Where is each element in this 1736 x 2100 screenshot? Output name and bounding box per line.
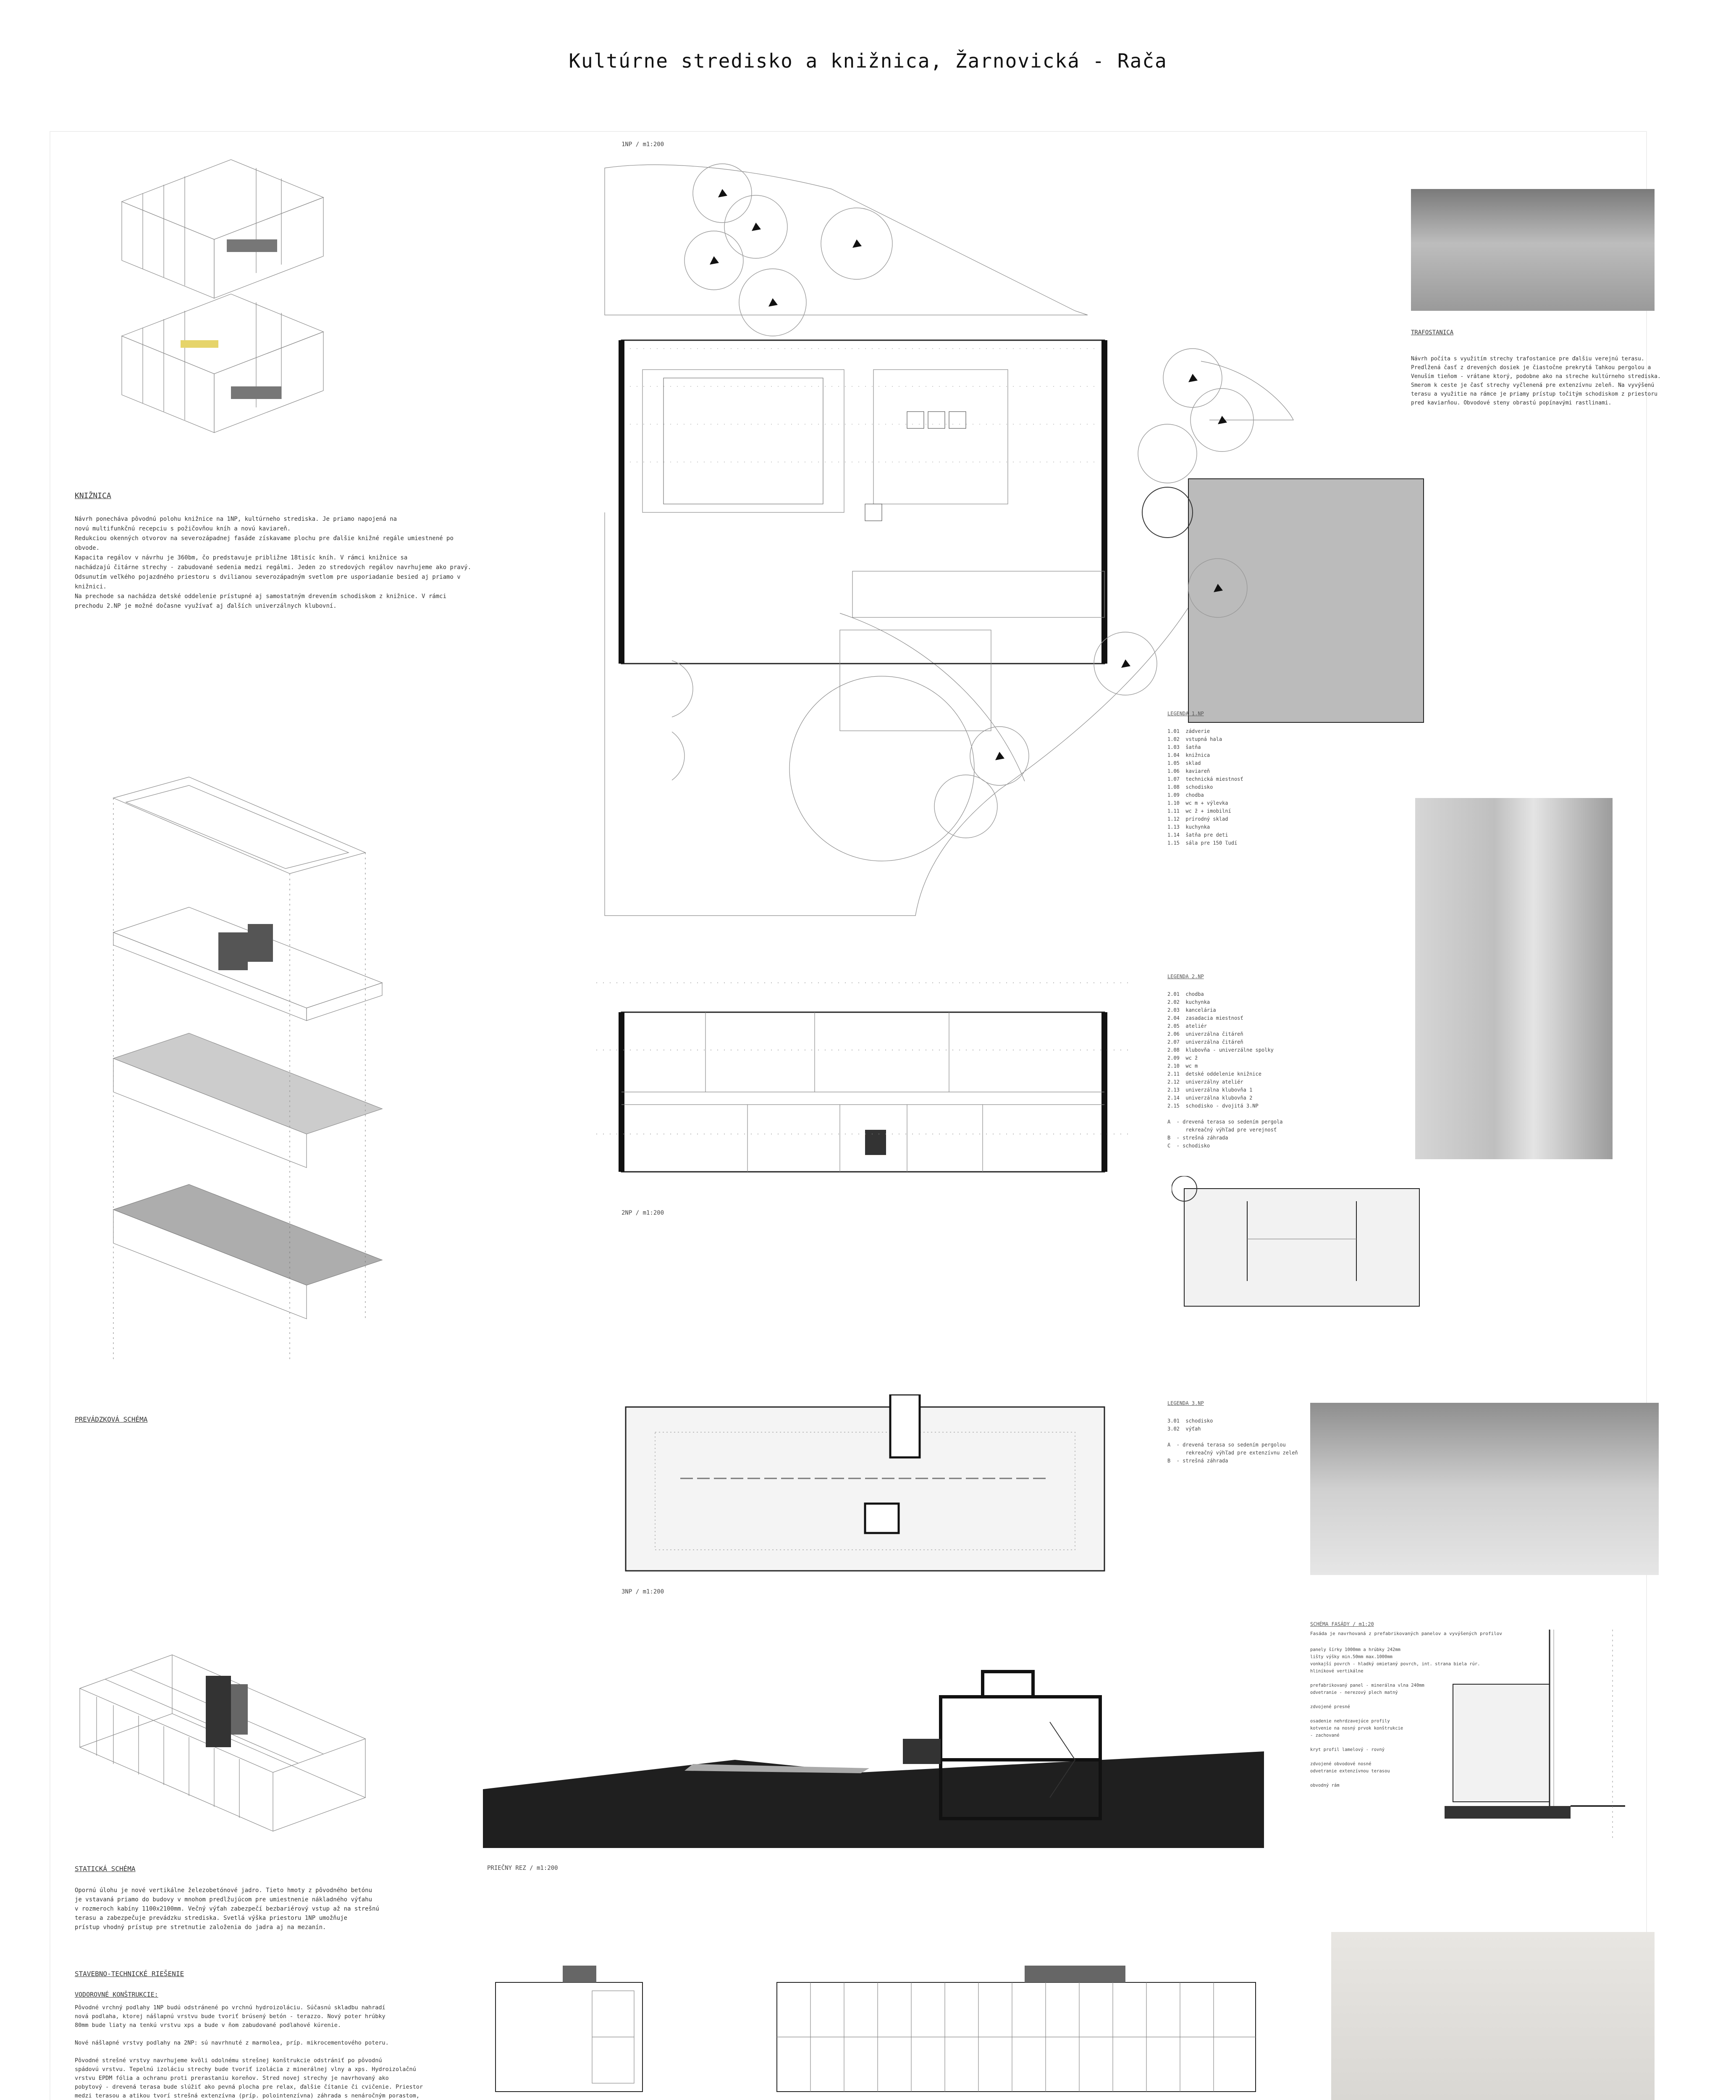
render-roof-terrace bbox=[1310, 1403, 1659, 1575]
legenda2-heading: LEGENDA 2.NP bbox=[1167, 974, 1204, 979]
page-title: Kultúrne stredisko a knižnica, Žarnovická - Rača bbox=[569, 50, 1167, 72]
stavebno-heading: STAVEBNO-TECHNICKÉ RIEŠENIE bbox=[75, 1970, 184, 1978]
plan-2np bbox=[580, 966, 1235, 1201]
legenda3-items: 3.01 schodisko 3.02 výťah A - drevená terasa so sedením pergolou rekreačný výhľad pre extenzívnu zeleň B - strešná záhrada bbox=[1167, 1418, 1298, 1464]
elevation-sz bbox=[487, 1957, 655, 2100]
staticka-text: Opornú úlohu je nové vertikálne železobetónové jadro. Tieto hmoty z pôvodného betónu je vstavaná priamo do budovy v mnohom predlžujúcom pre umiestnenie nákladného výťahu v rozmeroch kabíny 1100x2100mm. Večný výťah zabezpečí bezbariérový vstup až na strešnú terasu a zabezpečuje prevádzku strediska. Svetlá výška priestoru 1NP umožňuje prístup vhodný prístup pre stretnutie založenia do jadra aj na mezanín. bbox=[75, 1887, 379, 1931]
stavebno-text1: Pôvodné vrchný podlahy 1NP budú odstránené po vrchnú hydroizoláciu. Súčasnú skladbu nahradí nová podlaha, ktorej nášlapnú vrstvu bude tvoriť brúsený betón - terazzo. Nový poter hrúbky 80mm bude liaty na tenkú vrstvu xps a bude v ňom zabudované podlahové kúrenie. Nové nášlapné vrstvy podlahy na 2NP: sú navrhnuté z marmolea, príp. mikrocementového poteru. Pôvodné strešné vrstvy navrhujeme kvôli odolnému strešnej konštrukcie odstrániť po pôvodnú spádovú vrstvu. Tepelnú izoláciu strechy bude tvoriť izolácia z minerálnej vlny a xps. Hydroizolačnú vrstvu EPDM fólia a ochranu proti prerastaniu koreňov. Stred novej strechy je navrhovaný ako pobytový - drevená terasa bude slúžiť ako pevná plocha pre relax, ďalšie čítanie či cvičenie. Priestor medzi terasou a atikou tvorí strešná extenzívna (príp. polointenzívna) záhrada s nenáročným porastom, bbox=[75, 2004, 423, 2099]
library-axonometry bbox=[105, 151, 340, 454]
prevadzkova-heading: PREVÁDZKOVÁ SCHÉMA bbox=[75, 1415, 148, 1423]
legenda1-items: 1.01 zádverie 1.02 vstupná hala 1.03 šatňa 1.04 knižnica 1.05 sklad 1.06 kaviareň 1.07 technická miestnosť 1.08 schodisko 1.09 chodba 1.10 wc m + výlevka 1.11 wc ž + imobilní 1.12 prírodný sklad 1.13 kuchynka 1.14 šatňa pre deti 1.15 sála pre 150 ľudí bbox=[1167, 728, 1243, 846]
fasada-text: Fasáda je navrhovaná z prefabrikovaných panelov a vyvýšených profilov bbox=[1310, 1631, 1502, 1636]
cross-section bbox=[483, 1663, 1264, 1856]
fasada-notes: panely šírky 1000mm a hrúbky 242mm lišty výšky min.50mm max.1000mm vonkajší povrch - hladký omietaný povrch, int. strana biela rúr. hliníkové vertikálne prefabrikovaný panel - minerálna vlna 240mm odvetranie - nerezový plech matný zdvojené presné osadenie nehrdzavejúce profily kotvenie na nosný prvok konštrukcie - zachované kryt profil lamelový - rovný zdvojené obvodové nosné odvetranie extenzívnou terasou obvodný rám bbox=[1310, 1647, 1480, 1788]
trafostanica-text: Návrh počíta s využitím strechy trafostanice pre ďalšiu verejnú terasu. Predĺžená časť z drevených dosiek je čiastočne prekrytá ľahkou pergolou a Venuším tieňom - vrátane ktorý, podobne ako na streche kultúrneho strediska. Smerom k ceste je časť strechy vyčlenená pre extenzívnu zeleň. Na vyvýšenú terasu a využitie na rámce je priamy prístup točitým schodiskom z priestoru pred kaviarňou. Obvodové steny obrastú popínavými rastlinami. bbox=[1411, 356, 1661, 406]
trafostanica-heading: TRAFOSTANICA bbox=[1411, 329, 1454, 336]
fasada-heading: SCHÉMA FASÁDY / m1:20 bbox=[1310, 1621, 1374, 1627]
plan-3np-label: 3NP / m1:200 bbox=[621, 1588, 664, 1595]
trafostanica-roof-plan bbox=[1172, 1176, 1424, 1310]
plan-3np bbox=[621, 1394, 1109, 1579]
plan-1np-label: 1NP / m1:200 bbox=[621, 141, 664, 148]
kniznica-text: Návrh ponecháva pôvodnú polohu knižnice na 1NP, kultúrneho strediska. Je priamo napojená na novú multifunkčnú recepciu s požičovňou kníh a novú kaviareň. Redukciou okenných otvorov na severozápadnej fasáde získavame plochu pre ďalšie knižné regále umiestnené po obvode. Kapacita regálov v návrhu je 360bm, čo predstavuje približne 18tisíc kníh. V rámci knižnice sa nachádzajú čitárne strechy - zabudované sedenia medzi regálmi. Jeden zo stredových regálov navrhujeme ako pravý. Odsunutím veľkého pojazdného priestoru s dvilianou severozápadným svetlom pre usporiadanie besied aj priamo v knižnici. Na prechode sa nachádza detské oddelenie prístupné aj samostatným drevením schodiskom z knižnice. V rámci prechodu 2.NP je možné dočasne využívať aj ďalších univerzálnych klubovní. bbox=[75, 516, 472, 609]
facade-detail bbox=[1445, 1621, 1655, 1848]
kniznica-heading: KNIŽNICA bbox=[75, 491, 111, 500]
legenda3-heading: LEGENDA 3.NP bbox=[1167, 1400, 1204, 1406]
legenda1-heading: LEGENDA 1.NP bbox=[1167, 711, 1204, 717]
trees-decor bbox=[672, 160, 1428, 874]
staticka-heading: STATICKÁ SCHÉMA bbox=[75, 1865, 136, 1873]
exploded-axonometry bbox=[88, 773, 391, 1394]
static-scheme-axonometry bbox=[71, 1638, 374, 1840]
render-interior bbox=[1331, 1932, 1655, 2100]
legenda2-items: 2.01 chodba 2.02 kuchynka 2.03 kancelária 2.04 zasadacia miestnosť 2.05 ateliér 2.06 univerzálna čitáreň 2.07 univerzálna čitáreň 2.08 klubovňa - univerzálne spolky 2.09 wc ž 2.10 wc m 2.11 detské oddelenie knižnice 2.12 univerzálny ateliér 2.13 univerzálna klubovňa 1 2.14 univerzálna klubovňa 2 2.15 schodisko - dvojitá 3.NP A - drevená terasa so sedením pergola rekreačný výhľad pre verejnosť B - strešná záhrada C - schodisko bbox=[1167, 991, 1283, 1149]
elevation-jv bbox=[773, 1957, 1260, 2100]
stavebno-sub1: VODOROVNÉ KONŠTRUKCIE: bbox=[75, 1991, 158, 1998]
render-trafostanica bbox=[1411, 189, 1655, 311]
render-staircase bbox=[1415, 798, 1613, 1159]
section-label: PRIEČNY REZ / m1:200 bbox=[487, 1865, 558, 1872]
plan-2np-label: 2NP / m1:200 bbox=[621, 1210, 664, 1216]
